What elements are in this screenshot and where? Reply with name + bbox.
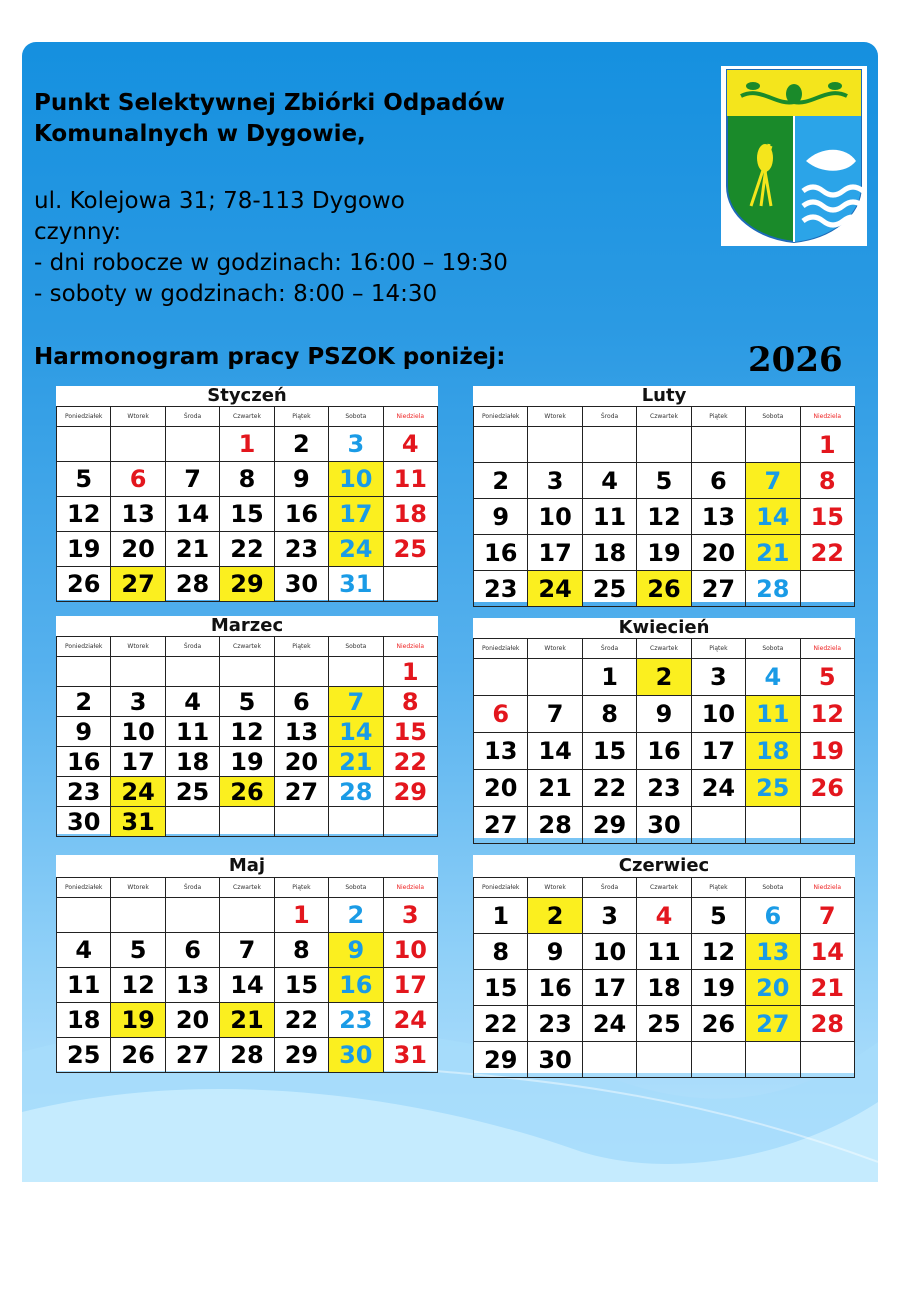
calendar-empty-cell (57, 898, 111, 933)
calendar-day: 2 (474, 463, 528, 499)
calendar-day: 13 (746, 934, 800, 970)
weekday-header: Piątek (691, 639, 745, 659)
calendar-day: 23 (528, 1006, 582, 1042)
weekday-header: Wtorek (528, 878, 582, 898)
calendar-day: 2 (57, 687, 111, 717)
calendar-day: 12 (800, 696, 854, 733)
calendar-day: 8 (383, 687, 437, 717)
weekday-header: Poniedziałek (474, 407, 528, 427)
month-name: Styczeń (207, 385, 287, 406)
calendar-day: 9 (528, 934, 582, 970)
calendar-day: 8 (582, 696, 636, 733)
page-title (34, 88, 505, 150)
calendar-day: 17 (329, 497, 383, 532)
calendar-empty-cell (746, 427, 800, 463)
calendar-day: 11 (582, 499, 636, 535)
month-name: Luty (641, 385, 687, 406)
calendar-day: 11 (165, 717, 219, 747)
calendar-day: 13 (111, 497, 165, 532)
weekday-header: Czwartek (220, 407, 274, 427)
calendar-day: 30 (637, 807, 691, 844)
calendar-day: 4 (746, 659, 800, 696)
calendar-day: 15 (474, 970, 528, 1006)
calendar-day: 13 (274, 717, 328, 747)
weekday-header: Piątek (691, 878, 745, 898)
calendar-day: 5 (57, 462, 111, 497)
weekday-header: Środa (582, 407, 636, 427)
month-name: Maj (228, 855, 266, 876)
calendar-day: 22 (474, 1006, 528, 1042)
calendar-day: 27 (746, 1006, 800, 1042)
calendar-day: 10 (582, 934, 636, 970)
calendar-day: 19 (220, 747, 274, 777)
calendar-day: 6 (691, 463, 745, 499)
calendar-day: 12 (111, 968, 165, 1003)
calendar-empty-cell (637, 427, 691, 463)
calendar-day: 28 (220, 1038, 274, 1073)
calendar-empty-cell (528, 427, 582, 463)
calendar-day: 6 (274, 687, 328, 717)
calendar-grid (473, 406, 855, 607)
weekday-header: Środa (165, 407, 219, 427)
calendar-day: 7 (528, 696, 582, 733)
calendar-empty-cell (383, 807, 437, 837)
calendar-day: 11 (746, 696, 800, 733)
calendar-day: 1 (474, 898, 528, 934)
calendar-day: 4 (383, 427, 437, 462)
weekday-header: Poniedziałek (57, 407, 111, 427)
calendar-day: 28 (528, 807, 582, 844)
calendar-month (56, 386, 438, 600)
calendar-day: 10 (111, 717, 165, 747)
calendar-empty-cell (329, 657, 383, 687)
calendar-day: 16 (274, 497, 328, 532)
calendar-empty-cell (111, 898, 165, 933)
calendar-day: 12 (691, 934, 745, 970)
calendar-day: 21 (165, 532, 219, 567)
weekday-header: Poniedziałek (474, 878, 528, 898)
calendar-day: 25 (746, 770, 800, 807)
calendar-empty-cell (474, 427, 528, 463)
calendar-day: 14 (746, 499, 800, 535)
calendar-day: 6 (165, 933, 219, 968)
calendar-day: 19 (800, 733, 854, 770)
coat-of-arms (721, 66, 867, 246)
weekday-header: Piątek (274, 407, 328, 427)
contact-info (34, 186, 508, 310)
calendar-day: 6 (746, 898, 800, 934)
calendar-day: 7 (746, 463, 800, 499)
weekday-header: Wtorek (528, 639, 582, 659)
weekday-header: Wtorek (111, 407, 165, 427)
weekday-header: Niedziela (383, 407, 437, 427)
weekday-header: Poniedziałek (57, 878, 111, 898)
calendar-day: 9 (637, 696, 691, 733)
weekday-header: Środa (165, 637, 219, 657)
calendar-day: 22 (582, 770, 636, 807)
calendar-day: 21 (528, 770, 582, 807)
calendar-day: 10 (329, 462, 383, 497)
weekday-header: Piątek (274, 637, 328, 657)
calendar-day: 7 (165, 462, 219, 497)
calendar-month (473, 618, 855, 838)
calendar-day: 20 (691, 535, 745, 571)
weekday-header: Czwartek (637, 878, 691, 898)
calendar-day: 16 (57, 747, 111, 777)
hours-saturday: - soboty w godzinach: 8:00 – 14:30 (34, 281, 438, 307)
calendar-empty-cell (165, 657, 219, 687)
calendar-day: 13 (474, 733, 528, 770)
calendar-day: 16 (474, 535, 528, 571)
weekday-header: Piątek (274, 878, 328, 898)
calendar-day: 24 (329, 532, 383, 567)
calendar-day: 11 (383, 462, 437, 497)
calendar-month (473, 386, 855, 602)
calendar-day: 19 (57, 532, 111, 567)
weekday-header: Czwartek (220, 637, 274, 657)
calendar-day: 13 (165, 968, 219, 1003)
calendar-empty-cell (800, 1042, 854, 1078)
calendar-day: 14 (220, 968, 274, 1003)
calendar-day: 17 (691, 733, 745, 770)
calendar-empty-cell (800, 807, 854, 844)
calendar-day: 11 (57, 968, 111, 1003)
calendar-day: 10 (528, 499, 582, 535)
calendar-grid (473, 877, 855, 1078)
year-label: 2026 (748, 340, 843, 380)
calendar-day: 18 (57, 1003, 111, 1038)
calendar-day: 18 (746, 733, 800, 770)
calendar-day: 19 (111, 1003, 165, 1038)
calendar-day: 24 (582, 1006, 636, 1042)
weekday-header: Wtorek (111, 878, 165, 898)
calendar-day: 7 (220, 933, 274, 968)
weekday-header: Środa (165, 878, 219, 898)
calendar-empty-cell (57, 657, 111, 687)
calendar-empty-cell (691, 427, 745, 463)
calendar-grid (56, 636, 438, 837)
calendar-day: 8 (220, 462, 274, 497)
calendar-day: 26 (691, 1006, 745, 1042)
title-line-1: Punkt Selektywnej Zbiórki Odpadów (34, 90, 505, 116)
calendar-empty-cell (800, 571, 854, 607)
calendar-day: 30 (528, 1042, 582, 1078)
weekday-header: Sobota (329, 637, 383, 657)
calendar-day: 31 (383, 1038, 437, 1073)
calendar-day: 17 (383, 968, 437, 1003)
calendar-day: 9 (329, 933, 383, 968)
weekday-header: Niedziela (800, 407, 854, 427)
calendar-empty-cell (111, 657, 165, 687)
calendar-day: 9 (57, 717, 111, 747)
calendar-day: 1 (274, 898, 328, 933)
calendar-day: 23 (474, 571, 528, 607)
calendar-empty-cell (165, 898, 219, 933)
calendar-day: 3 (329, 427, 383, 462)
calendar-day: 25 (637, 1006, 691, 1042)
calendar-day: 5 (691, 898, 745, 934)
calendar-day: 1 (220, 427, 274, 462)
calendar-day: 25 (582, 571, 636, 607)
calendar-empty-cell (582, 1042, 636, 1078)
calendar-day: 27 (691, 571, 745, 607)
calendar-day: 28 (329, 777, 383, 807)
calendar-day: 26 (800, 770, 854, 807)
calendar-day: 20 (746, 970, 800, 1006)
calendar-day: 26 (57, 567, 111, 602)
calendar-day: 2 (274, 427, 328, 462)
calendar-month (56, 616, 438, 834)
calendar-month (473, 855, 855, 1073)
calendar-day: 3 (582, 898, 636, 934)
calendar-empty-cell (220, 807, 274, 837)
calendar-day: 15 (220, 497, 274, 532)
weekday-header: Niedziela (800, 878, 854, 898)
calendar-day: 14 (329, 717, 383, 747)
calendar-day: 22 (383, 747, 437, 777)
calendar-day: 15 (800, 499, 854, 535)
calendar-day: 13 (691, 499, 745, 535)
title-line-2: Komunalnych w Dygowie, (34, 121, 366, 147)
weekday-header: Niedziela (383, 878, 437, 898)
weekday-header: Poniedziałek (57, 637, 111, 657)
weekday-header: Czwartek (637, 639, 691, 659)
calendar-day: 4 (582, 463, 636, 499)
calendar-day: 10 (691, 696, 745, 733)
weekday-header: Piątek (691, 407, 745, 427)
calendar-day: 25 (165, 777, 219, 807)
calendar-day: 28 (165, 567, 219, 602)
calendar-empty-cell (220, 657, 274, 687)
calendar-day: 1 (800, 427, 854, 463)
calendar-day: 15 (274, 968, 328, 1003)
calendar-empty-cell (274, 657, 328, 687)
calendar-day: 30 (274, 567, 328, 602)
calendar-day: 31 (111, 807, 165, 837)
calendar-day: 29 (474, 1042, 528, 1078)
month-name: Marzec (210, 615, 284, 636)
address: ul. Kolejowa 31; 78-113 Dygowo (34, 188, 405, 214)
calendar-day: 26 (220, 777, 274, 807)
calendar-day: 14 (800, 934, 854, 970)
calendar-month (56, 855, 438, 1071)
calendar-grid (473, 638, 855, 844)
calendar-day: 24 (691, 770, 745, 807)
calendar-day: 12 (637, 499, 691, 535)
calendar-empty-cell (582, 427, 636, 463)
calendar-day: 3 (691, 659, 745, 696)
calendar-empty-cell (474, 659, 528, 696)
calendar-day: 27 (474, 807, 528, 844)
weekday-header: Niedziela (383, 637, 437, 657)
calendar-day: 21 (220, 1003, 274, 1038)
calendar-day: 24 (111, 777, 165, 807)
calendar-empty-cell (57, 427, 111, 462)
calendar-day: 28 (746, 571, 800, 607)
weekday-header: Sobota (746, 878, 800, 898)
weekday-header: Niedziela (800, 639, 854, 659)
calendar-day: 2 (329, 898, 383, 933)
weekday-header: Czwartek (637, 407, 691, 427)
calendar-day: 27 (274, 777, 328, 807)
weekday-header: Czwartek (220, 878, 274, 898)
calendar-day: 20 (474, 770, 528, 807)
calendar-day: 5 (220, 687, 274, 717)
calendar-empty-cell (691, 807, 745, 844)
calendar-day: 25 (57, 1038, 111, 1073)
calendar-day: 3 (383, 898, 437, 933)
calendar-day: 18 (582, 535, 636, 571)
calendar-day: 22 (274, 1003, 328, 1038)
calendar-empty-cell (220, 898, 274, 933)
calendar-empty-cell (274, 807, 328, 837)
schedule-heading: Harmonogram pracy PSZOK poniżej: (34, 344, 506, 370)
calendar-day: 11 (637, 934, 691, 970)
calendar-day: 14 (165, 497, 219, 532)
calendar-day: 20 (111, 532, 165, 567)
calendar-day: 8 (274, 933, 328, 968)
calendar-empty-cell (691, 1042, 745, 1078)
calendar-day: 22 (800, 535, 854, 571)
calendar-day: 8 (800, 463, 854, 499)
calendar-day: 6 (474, 696, 528, 733)
calendar-day: 29 (582, 807, 636, 844)
calendar-day: 5 (800, 659, 854, 696)
calendar-day: 19 (637, 535, 691, 571)
calendar-day: 5 (111, 933, 165, 968)
calendar-day: 23 (57, 777, 111, 807)
calendar-day: 24 (383, 1003, 437, 1038)
calendar-empty-cell (746, 1042, 800, 1078)
calendar-day: 3 (528, 463, 582, 499)
calendar-day: 15 (383, 717, 437, 747)
calendar-day: 30 (57, 807, 111, 837)
calendar-empty-cell (383, 567, 437, 602)
calendar-day: 29 (220, 567, 274, 602)
calendar-day: 20 (274, 747, 328, 777)
calendar-day: 27 (165, 1038, 219, 1073)
calendar-grid (56, 406, 438, 602)
calendar-day: 3 (111, 687, 165, 717)
calendar-day: 17 (111, 747, 165, 777)
calendar-day: 1 (383, 657, 437, 687)
calendar-day: 23 (274, 532, 328, 567)
calendar-day: 19 (691, 970, 745, 1006)
calendar-day: 6 (111, 462, 165, 497)
calendar-day: 7 (329, 687, 383, 717)
calendar-day: 25 (383, 532, 437, 567)
calendar-day: 15 (582, 733, 636, 770)
calendar-day: 16 (528, 970, 582, 1006)
calendar-day: 16 (329, 968, 383, 1003)
calendar-day: 18 (637, 970, 691, 1006)
calendar-day: 21 (746, 535, 800, 571)
calendar-day: 22 (220, 532, 274, 567)
calendar-day: 21 (329, 747, 383, 777)
calendar-day: 23 (637, 770, 691, 807)
calendar-day: 14 (528, 733, 582, 770)
weekday-header: Sobota (329, 407, 383, 427)
calendar-day: 18 (383, 497, 437, 532)
calendar-day: 31 (329, 567, 383, 602)
calendar-day: 9 (274, 462, 328, 497)
calendar-day: 16 (637, 733, 691, 770)
weekday-header: Poniedziałek (474, 639, 528, 659)
calendar-day: 30 (329, 1038, 383, 1073)
weekday-header: Środa (582, 639, 636, 659)
calendar-day: 7 (800, 898, 854, 934)
calendar-day: 27 (111, 567, 165, 602)
weekday-header: Sobota (746, 639, 800, 659)
calendar-day: 21 (800, 970, 854, 1006)
calendar-day: 4 (637, 898, 691, 934)
calendar-grid (56, 877, 438, 1073)
calendar-day: 1 (582, 659, 636, 696)
calendar-day: 26 (637, 571, 691, 607)
calendar-empty-cell (111, 427, 165, 462)
calendar-day: 29 (274, 1038, 328, 1073)
calendar-day: 28 (800, 1006, 854, 1042)
calendar-day: 2 (528, 898, 582, 934)
calendar-day: 5 (637, 463, 691, 499)
calendar-empty-cell (528, 659, 582, 696)
calendar-day: 10 (383, 933, 437, 968)
month-name: Kwiecień (618, 617, 710, 638)
calendar-empty-cell (637, 1042, 691, 1078)
calendar-empty-cell (746, 807, 800, 844)
calendar-day: 18 (165, 747, 219, 777)
calendar-day: 24 (528, 571, 582, 607)
weekday-header: Wtorek (528, 407, 582, 427)
calendar-day: 23 (329, 1003, 383, 1038)
calendar-day: 8 (474, 934, 528, 970)
calendar-day: 12 (220, 717, 274, 747)
month-name: Czerwiec (618, 855, 710, 876)
calendar-day: 26 (111, 1038, 165, 1073)
open-label: czynny: (34, 219, 122, 245)
calendar-empty-cell (165, 427, 219, 462)
calendar-day: 17 (528, 535, 582, 571)
calendar-day: 12 (57, 497, 111, 532)
calendar-day: 4 (165, 687, 219, 717)
calendar-day: 2 (637, 659, 691, 696)
weekday-header: Wtorek (111, 637, 165, 657)
weekday-header: Sobota (329, 878, 383, 898)
calendar-empty-cell (165, 807, 219, 837)
calendar-day: 4 (57, 933, 111, 968)
calendar-day: 9 (474, 499, 528, 535)
weekday-header: Środa (582, 878, 636, 898)
calendar-day: 29 (383, 777, 437, 807)
calendar-day: 20 (165, 1003, 219, 1038)
calendar-day: 17 (582, 970, 636, 1006)
hours-weekdays: - dni robocze w godzinach: 16:00 – 19:30 (34, 250, 508, 276)
weekday-header: Sobota (746, 407, 800, 427)
calendar-empty-cell (329, 807, 383, 837)
